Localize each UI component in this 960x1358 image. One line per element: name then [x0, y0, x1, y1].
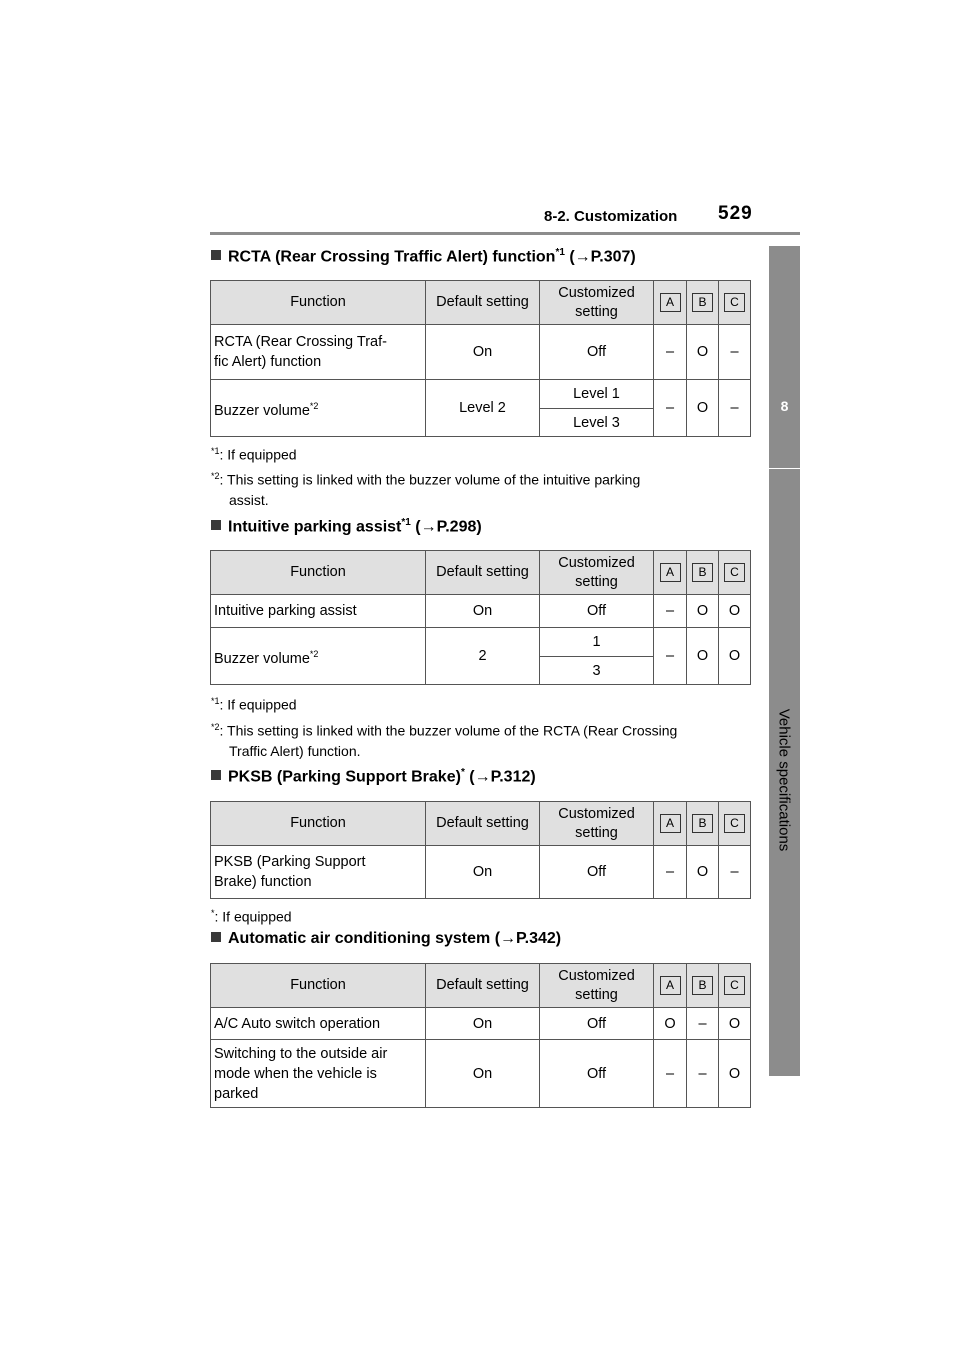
table-row: [211, 595, 751, 628]
footnote: *: If equipped: [211, 908, 292, 925]
custom-cell: 3: [540, 657, 654, 685]
function-cell: Buzzer volume$^{*2}$: [211, 628, 426, 685]
custom-cell: Off: [540, 595, 654, 628]
b-cell: O: [687, 628, 719, 685]
chapter-number: 8: [780, 398, 789, 414]
section-heading-ipa: Intuitive parking assist$^{*1}$ (→P.298): [211, 517, 482, 536]
table-row: [211, 846, 751, 899]
b-cell: –: [687, 1008, 719, 1040]
header-divider: [210, 232, 800, 235]
bullet-square-icon: [211, 932, 221, 942]
col-default: Default setting: [426, 281, 540, 325]
default-cell: On: [426, 325, 540, 380]
b-cell: –: [687, 1040, 719, 1108]
default-cell: On: [426, 595, 540, 628]
table-row: [211, 325, 751, 380]
rcta-table: [210, 280, 751, 437]
a-cell: –: [654, 325, 687, 380]
col-a: A: [654, 964, 687, 1008]
c-cell: –: [719, 380, 751, 437]
section-heading-pksb: PKSB (Parking Support Brake)* (→P.312): [211, 767, 536, 786]
col-b: B: [687, 964, 719, 1008]
col-c: C: [719, 551, 751, 595]
b-cell: O: [687, 595, 719, 628]
a-cell: –: [654, 1040, 687, 1108]
col-customized: Customized setting: [540, 281, 654, 325]
table-header-row: [211, 551, 751, 595]
col-b: B: [687, 551, 719, 595]
table-row: [211, 1008, 751, 1040]
footnote: $^{*2}$: This setting is linked with the buzzer volume of the RCTA (Rear Crossing Traffic Alert) function.: [211, 722, 678, 759]
a-cell: –: [654, 595, 687, 628]
footnote: $^{*1}$: If equipped: [211, 446, 297, 463]
table-row: [211, 380, 751, 409]
pksb-table: [210, 801, 751, 899]
c-cell: –: [719, 846, 751, 899]
section-heading-ac: Automatic air conditioning system (→P.342): [211, 930, 561, 948]
default-cell: 2: [426, 628, 540, 685]
table-row: [211, 1040, 751, 1108]
ac-table: [210, 963, 751, 1108]
default-cell: On: [426, 1008, 540, 1040]
c-cell: O: [719, 1008, 751, 1040]
chapter-title: Vehicle specifications: [775, 708, 793, 852]
custom-cell: Level 3: [540, 409, 654, 437]
col-a: A: [654, 802, 687, 846]
col-function: Function: [211, 281, 426, 325]
function-cell: Intuitive parking assist: [211, 595, 426, 628]
custom-cell: Off: [540, 1008, 654, 1040]
custom-cell: Off: [540, 1040, 654, 1108]
bullet-square-icon: [211, 250, 221, 260]
custom-cell: 1: [540, 628, 654, 657]
default-cell: On: [426, 846, 540, 899]
b-cell: O: [687, 380, 719, 437]
bullet-square-icon: [211, 770, 221, 780]
a-cell: –: [654, 846, 687, 899]
col-function: Function: [211, 964, 426, 1008]
b-cell: O: [687, 325, 719, 380]
section-title: 8-2. Customization: [544, 208, 678, 225]
col-default: Default setting: [426, 964, 540, 1008]
col-function: Function: [211, 802, 426, 846]
table-header-row: [211, 964, 751, 1008]
c-cell: –: [719, 325, 751, 380]
section-heading-rcta: RCTA (Rear Crossing Traffic Alert) function$^{*1}$ (→P.307): [211, 247, 636, 266]
c-cell: O: [719, 628, 751, 685]
col-default: Default setting: [426, 802, 540, 846]
col-c: C: [719, 802, 751, 846]
c-cell: O: [719, 595, 751, 628]
function-cell: A/C Auto switch operation: [211, 1008, 426, 1040]
default-cell: Level 2: [426, 380, 540, 437]
table-header-row: [211, 802, 751, 846]
col-b: B: [687, 281, 719, 325]
col-c: C: [719, 281, 751, 325]
b-cell: O: [687, 846, 719, 899]
col-customized: Customized setting: [540, 964, 654, 1008]
c-cell: O: [719, 1040, 751, 1108]
col-default: Default setting: [426, 551, 540, 595]
footnote: $^{*2}$: This setting is linked with the buzzer volume of the intuitive parking assist.: [211, 471, 641, 508]
col-a: A: [654, 281, 687, 325]
ipa-table: [210, 550, 751, 685]
col-customized: Customized setting: [540, 802, 654, 846]
table-header-row: [211, 281, 751, 325]
custom-cell: Level 1: [540, 380, 654, 409]
default-cell: On: [426, 1040, 540, 1108]
col-customized: Customized setting: [540, 551, 654, 595]
col-b: B: [687, 802, 719, 846]
custom-cell: Off: [540, 846, 654, 899]
footnote: $^{*1}$: If equipped: [211, 696, 297, 713]
page-number: 529: [718, 203, 753, 224]
a-cell: –: [654, 628, 687, 685]
col-a: A: [654, 551, 687, 595]
bullet-square-icon: [211, 520, 221, 530]
col-c: C: [719, 964, 751, 1008]
function-cell: PKSB (Parking Support Brake) function: [211, 846, 426, 899]
function-cell: Switching to the outside air mode when the vehicle is parked: [211, 1040, 426, 1108]
function-cell: Buzzer volume$^{*2}$: [211, 380, 426, 437]
custom-cell: Off: [540, 325, 654, 380]
function-cell: RCTA (Rear Crossing Traf- fic Alert) function: [211, 325, 426, 380]
col-function: Function: [211, 551, 426, 595]
a-cell: –: [654, 380, 687, 437]
table-row: [211, 628, 751, 657]
a-cell: O: [654, 1008, 687, 1040]
chapter-tab: [769, 246, 800, 468]
